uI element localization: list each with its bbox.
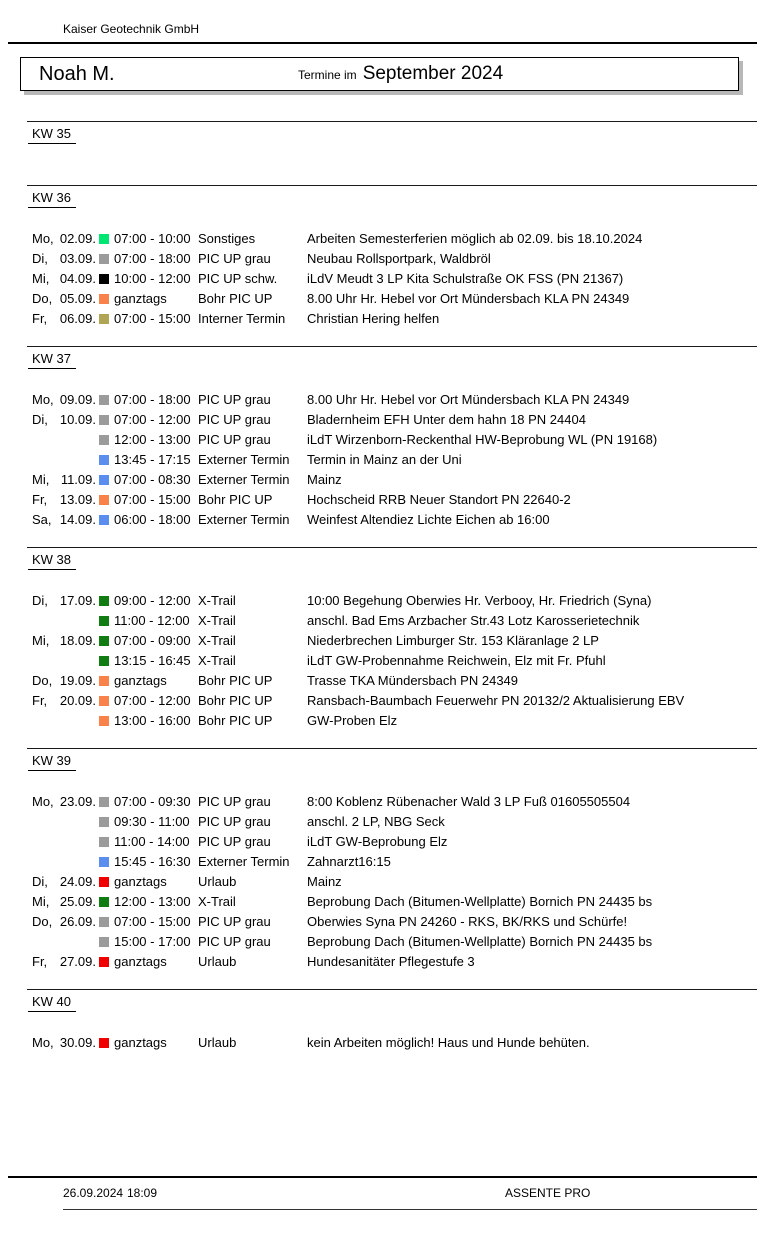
category-label: Bohr PIC UP — [198, 673, 273, 688]
category-color-square — [99, 314, 109, 324]
week-section — [0, 121, 780, 144]
category-color-square — [99, 274, 109, 284]
time-range: 07:00 - 12:00 — [114, 693, 191, 708]
time-range: 13:45 - 17:15 — [114, 452, 191, 467]
appointment-description: Beprobung Dach (Bitumen-Wellplatte) Bornich PN 24435 bs — [307, 894, 653, 909]
time-range: ganztags — [114, 874, 167, 889]
day-abbrev: Mi, — [32, 472, 50, 487]
category-label: Urlaub — [198, 954, 237, 969]
day-date: 04.09. — [59, 271, 96, 286]
appointment-row — [32, 289, 780, 309]
category-color-square — [99, 415, 109, 425]
time-range: 07:00 - 09:00 — [114, 633, 191, 648]
category-label: X-Trail — [198, 653, 236, 668]
day-abbrev: Mo, — [32, 1035, 54, 1050]
time-range: 12:00 - 13:00 — [114, 894, 191, 909]
time-range: ganztags — [114, 291, 167, 306]
appointment-row — [32, 651, 780, 671]
category-label: X-Trail — [198, 633, 236, 648]
category-label: X-Trail — [198, 593, 236, 608]
category-color-square — [99, 475, 109, 485]
week-label: KW 38 — [28, 553, 76, 570]
category-label: PIC UP grau — [198, 412, 271, 427]
day-cell — [32, 792, 96, 812]
category-color-square — [99, 1038, 109, 1048]
time-range: 10:00 - 12:00 — [114, 271, 191, 286]
appointment-row — [32, 892, 780, 912]
time-range: 12:00 - 13:00 — [114, 432, 191, 447]
week-section — [0, 547, 780, 731]
day-cell — [32, 651, 96, 671]
day-abbrev: Fr, — [32, 954, 48, 969]
appointment-description: Trasse TKA Mündersbach PN 24349 — [307, 673, 519, 688]
category-color-square — [99, 294, 109, 304]
day-abbrev: Do, — [32, 673, 53, 688]
day-abbrev: Di, — [32, 412, 48, 427]
category-color-square — [99, 495, 109, 505]
time-range: 11:00 - 12:00 — [114, 613, 190, 628]
time-range: 07:00 - 12:00 — [114, 412, 191, 427]
appointment-list — [0, 792, 780, 972]
appointment-description: iLdT GW-Beprobung Elz — [307, 834, 448, 849]
day-abbrev: Fr, — [32, 492, 48, 507]
week-label: KW 40 — [28, 995, 76, 1012]
time-range: 09:00 - 12:00 — [114, 593, 191, 608]
footer-divider — [8, 1176, 757, 1178]
appointment-row — [32, 309, 780, 329]
day-abbrev: Mo, — [32, 392, 54, 407]
day-cell — [32, 510, 96, 530]
category-label: Interner Termin — [198, 311, 286, 326]
appointment-row — [32, 952, 780, 972]
category-label: PIC UP grau — [198, 251, 271, 266]
appointment-description: Zahnarzt16:15 — [307, 854, 391, 869]
category-color-square — [99, 716, 109, 726]
time-range: 11:00 - 14:00 — [114, 834, 190, 849]
day-abbrev: Di, — [32, 251, 48, 266]
day-abbrev: Mi, — [32, 271, 50, 286]
day-cell — [32, 309, 96, 329]
week-label: KW 36 — [28, 191, 76, 208]
appointment-description: Neubau Rollsportpark, Waldbröl — [307, 251, 491, 266]
day-date: 14.09. — [59, 512, 96, 527]
category-color-square — [99, 857, 109, 867]
appointment-description: Mainz — [307, 874, 342, 889]
day-date: 27.09. — [59, 954, 96, 969]
appointment-row — [32, 872, 780, 892]
appointment-description: Arbeiten Semesterferien möglich ab 02.09. bis 18.10.2024 — [307, 231, 643, 246]
time-range: 07:00 - 08:30 — [114, 472, 191, 487]
appointment-row — [32, 852, 780, 872]
day-date: 10.09. — [59, 412, 96, 427]
category-label: Externer Termin — [198, 854, 290, 869]
category-label: Urlaub — [198, 1035, 237, 1050]
day-date: 05.09. — [59, 291, 96, 306]
appointment-row — [32, 812, 780, 832]
appointment-description: Christian Hering helfen — [307, 311, 440, 326]
day-date: 11.09. — [60, 472, 96, 487]
day-cell — [32, 470, 96, 490]
appointment-description: GW-Proben Elz — [307, 713, 398, 728]
page-bottom-divider — [63, 1209, 757, 1210]
day-abbrev: Fr, — [32, 311, 48, 326]
day-cell — [32, 390, 96, 410]
day-cell — [32, 269, 96, 289]
footer — [0, 1186, 780, 1200]
appointment-list — [0, 1033, 780, 1053]
day-cell — [32, 430, 96, 450]
category-label: Bohr PIC UP — [198, 713, 273, 728]
day-abbrev: Di, — [32, 593, 48, 608]
appointment-row — [32, 229, 780, 249]
time-range: 07:00 - 15:00 — [114, 492, 191, 507]
week-section — [0, 748, 780, 972]
category-color-square — [99, 395, 109, 405]
appointment-description: iLdV Meudt 3 LP Kita Schulstraße OK FSS (PN 21367) — [307, 271, 624, 286]
appointment-row — [32, 611, 780, 631]
appointment-row — [32, 450, 780, 470]
category-color-square — [99, 636, 109, 646]
appointment-description: anschl. 2 LP, NBG Seck — [307, 814, 445, 829]
week-divider — [27, 748, 757, 749]
category-label: Externer Termin — [198, 472, 290, 487]
category-color-square — [99, 435, 109, 445]
day-cell — [32, 691, 96, 711]
category-color-square — [99, 515, 109, 525]
week-label: KW 35 — [28, 127, 76, 144]
day-date: 03.09. — [59, 251, 96, 266]
time-range: 07:00 - 18:00 — [114, 392, 191, 407]
appointment-row — [32, 591, 780, 611]
day-cell — [32, 1033, 96, 1053]
day-cell — [32, 932, 96, 952]
day-abbrev: Di, — [32, 874, 48, 889]
category-color-square — [99, 897, 109, 907]
category-label: PIC UP grau — [198, 392, 271, 407]
day-abbrev: Mi, — [32, 633, 50, 648]
day-abbrev: Mi, — [32, 894, 50, 909]
appointment-description: 8:00 Koblenz Rübenacher Wald 3 LP Fuß 01605505504 — [307, 794, 631, 809]
week-label: KW 39 — [28, 754, 76, 771]
day-cell — [32, 671, 96, 691]
time-range: 07:00 - 09:30 — [114, 794, 191, 809]
day-abbrev: Do, — [32, 914, 53, 929]
category-label: PIC UP grau — [198, 934, 271, 949]
category-label: Bohr PIC UP — [198, 693, 273, 708]
print-time: 18:09 — [127, 1186, 158, 1200]
day-abbrev: Mo, — [32, 231, 54, 246]
appointment-description: Weinfest Altendiez Lichte Eichen ab 16:00 — [307, 512, 550, 527]
category-label: Bohr PIC UP — [198, 291, 273, 306]
time-range: 13:00 - 16:00 — [114, 713, 191, 728]
time-range: 07:00 - 15:00 — [114, 914, 191, 929]
title-prefix: Termine im — [298, 68, 357, 82]
category-label: X-Trail — [198, 613, 236, 628]
time-range: 09:30 - 11:00 — [114, 814, 190, 829]
time-range: 15:45 - 16:30 — [114, 854, 191, 869]
day-cell — [32, 711, 96, 731]
category-color-square — [99, 596, 109, 606]
day-abbrev: Do, — [32, 291, 53, 306]
time-range: ganztags — [114, 673, 167, 688]
category-color-square — [99, 696, 109, 706]
appointment-row — [32, 912, 780, 932]
day-cell — [32, 812, 96, 832]
category-color-square — [99, 817, 109, 827]
day-cell — [32, 952, 96, 972]
appointment-description: Niederbrechen Limburger Str. 153 Kläranlage 2 LP — [307, 633, 599, 648]
appointment-description: 8.00 Uhr Hr. Hebel vor Ort Mündersbach KLA PN 24349 — [307, 392, 630, 407]
appointment-row — [32, 390, 780, 410]
appointment-row — [32, 792, 780, 812]
appointment-description: kein Arbeiten möglich! Haus und Hunde behüten. — [307, 1035, 590, 1050]
day-date: 19.09. — [59, 673, 96, 688]
category-color-square — [99, 616, 109, 626]
day-date: 20.09. — [59, 693, 96, 708]
category-color-square — [99, 937, 109, 947]
category-label: Externer Termin — [198, 452, 290, 467]
category-color-square — [99, 234, 109, 244]
category-color-square — [99, 837, 109, 847]
time-range: ganztags — [114, 954, 167, 969]
day-abbrev: Sa, — [32, 512, 52, 527]
appointment-description: iLdT GW-Probennahme Reichwein, Elz mit Fr. Pfuhl — [307, 653, 606, 668]
appointment-description: Beprobung Dach (Bitumen-Wellplatte) Bornich PN 24435 bs — [307, 934, 653, 949]
day-cell — [32, 912, 96, 932]
time-range: 07:00 - 10:00 — [114, 231, 191, 246]
appointment-description: Termin in Mainz an der Uni — [307, 452, 462, 467]
day-cell — [32, 490, 96, 510]
appointment-description: iLdT Wirzenborn-Reckenthal HW-Beprobung WL (PN 19168) — [307, 432, 658, 447]
week-divider — [27, 121, 757, 122]
appointment-description: Bladernheim EFH Unter dem hahn 18 PN 24404 — [307, 412, 586, 427]
appointment-row — [32, 269, 780, 289]
category-color-square — [99, 254, 109, 264]
category-color-square — [99, 676, 109, 686]
day-cell — [32, 872, 96, 892]
category-color-square — [99, 957, 109, 967]
category-color-square — [99, 656, 109, 666]
day-cell — [32, 249, 96, 269]
category-label: Externer Termin — [198, 512, 290, 527]
appointment-description: anschl. Bad Ems Arzbacher Str.43 Lotz Karosserietechnik — [307, 613, 640, 628]
appointment-row — [32, 249, 780, 269]
week-label: KW 37 — [28, 352, 76, 369]
page-title — [298, 63, 503, 85]
header-divider — [8, 42, 757, 44]
category-label: PIC UP grau — [198, 432, 271, 447]
appointment-list — [0, 591, 780, 731]
day-cell — [32, 591, 96, 611]
appointment-list — [0, 229, 780, 329]
day-date: 02.09. — [59, 231, 96, 246]
category-label: PIC UP grau — [198, 914, 271, 929]
day-cell — [32, 450, 96, 470]
category-label: PIC UP grau — [198, 814, 271, 829]
category-label: PIC UP schw. — [198, 271, 278, 286]
day-date: 23.09. — [59, 794, 96, 809]
appointment-row — [32, 832, 780, 852]
week-divider — [27, 346, 757, 347]
title-month: September 2024 — [362, 63, 504, 84]
category-color-square — [99, 455, 109, 465]
appointment-description: Oberwies Syna PN 24260 - RKS, BK/RKS und Schürfe! — [307, 914, 628, 929]
category-color-square — [99, 917, 109, 927]
day-date: 18.09. — [59, 633, 96, 648]
day-cell — [32, 832, 96, 852]
week-section — [0, 989, 780, 1053]
day-cell — [32, 852, 96, 872]
app-name: ASSENTE PRO — [505, 1186, 591, 1200]
time-range: 13:15 - 16:45 — [114, 653, 191, 668]
day-abbrev: Fr, — [32, 693, 48, 708]
appointment-row — [32, 470, 780, 490]
day-cell — [32, 410, 96, 430]
appointment-description: 8.00 Uhr Hr. Hebel vor Ort Mündersbach KLA PN 24349 — [307, 291, 630, 306]
print-date: 26.09.2024 — [63, 1186, 124, 1200]
day-date: 06.09. — [59, 311, 96, 326]
title-box — [20, 57, 739, 91]
day-date: 17.09. — [59, 593, 96, 608]
day-cell — [32, 229, 96, 249]
appointment-row — [32, 691, 780, 711]
appointment-description: Hochscheid RRB Neuer Standort PN 22640-2 — [307, 492, 571, 507]
time-range: 06:00 - 18:00 — [114, 512, 191, 527]
day-cell — [32, 611, 96, 631]
weeks — [0, 121, 780, 1053]
category-label: PIC UP grau — [198, 834, 271, 849]
appointment-description: 10:00 Begehung Oberwies Hr. Verbooy, Hr. Friedrich (Syna) — [307, 593, 652, 608]
day-date: 09.09. — [59, 392, 96, 407]
person-name: Noah M. — [39, 62, 115, 85]
appointment-row — [32, 430, 780, 450]
day-date: 13.09. — [59, 492, 96, 507]
week-divider — [27, 547, 757, 548]
time-range: 07:00 - 15:00 — [114, 311, 191, 326]
appointment-row — [32, 932, 780, 952]
week-section — [0, 346, 780, 530]
day-cell — [32, 631, 96, 651]
time-range: 15:00 - 17:00 — [114, 934, 191, 949]
appointment-description: Mainz — [307, 472, 342, 487]
appointment-row — [32, 671, 780, 691]
appointment-description: Ransbach-Baumbach Feuerwehr PN 20132/2 Aktualisierung EBV — [307, 693, 685, 708]
category-color-square — [99, 877, 109, 887]
day-date: 30.09. — [59, 1035, 96, 1050]
category-label: PIC UP grau — [198, 794, 271, 809]
appointment-row — [32, 510, 780, 530]
week-divider — [27, 185, 757, 186]
category-label: Sonstiges — [198, 231, 256, 246]
appointment-row — [32, 631, 780, 651]
category-color-square — [99, 797, 109, 807]
time-range: 07:00 - 18:00 — [114, 251, 191, 266]
week-divider — [27, 989, 757, 990]
day-abbrev: Mo, — [32, 794, 54, 809]
appointment-row — [32, 1033, 780, 1053]
day-date: 26.09. — [59, 914, 96, 929]
company-name: Kaiser Geotechnik GmbH — [63, 22, 200, 36]
appointment-row — [32, 490, 780, 510]
appointment-list — [0, 390, 780, 530]
appointment-description: Hundesanitäter Pflegestufe 3 — [307, 954, 475, 969]
appointment-row — [32, 711, 780, 731]
day-date: 24.09. — [59, 874, 96, 889]
category-label: Bohr PIC UP — [198, 492, 273, 507]
category-label: X-Trail — [198, 894, 236, 909]
appointment-row — [32, 410, 780, 430]
category-label: Urlaub — [198, 874, 237, 889]
time-range: ganztags — [114, 1035, 167, 1050]
week-section — [0, 185, 780, 329]
day-cell — [32, 289, 96, 309]
day-cell — [32, 892, 96, 912]
day-date: 25.09. — [59, 894, 96, 909]
